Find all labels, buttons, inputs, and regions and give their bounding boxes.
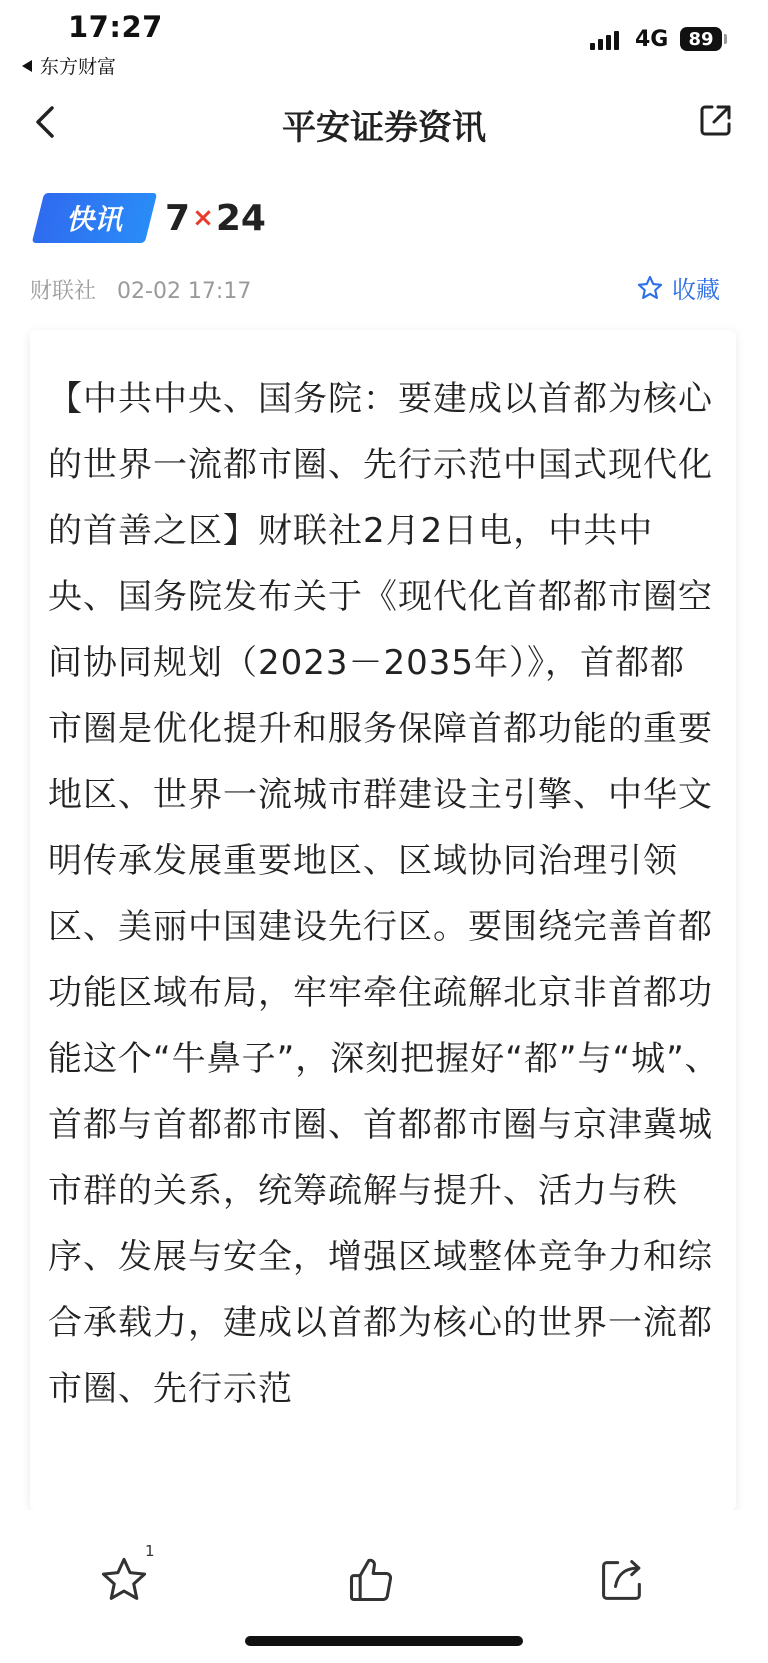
navigation-bar (0, 88, 768, 158)
flash-badge-label: 快讯 (66, 203, 123, 236)
flash-badge (32, 193, 157, 243)
thumbs-up-icon (345, 1554, 397, 1606)
like-button[interactable] (345, 1554, 397, 1610)
battery-cap-icon (724, 34, 727, 44)
battery-level: 89 (680, 27, 722, 51)
back-triangle-icon (22, 60, 32, 72)
article-body: 【中共中央、国务院：要建成以首都为核心的世界一流都市圈、先行示范中国式现代化的首善之区】财联社2月2日电，中共中央、国务院发布关于《现代化首都都市圈空间协同规划（2023－2035年）》，首都都市圈是优化提升和服务保障首都功能的重要地区、世界一流城市群建设主引擎、中华文明传承发展重要地区、区域协同治理引领区、美丽中国建设先行区。要围绕完善首都功能区域布局，牢牢牵住疏解北京非首都功能这个“牛鼻子”，深刻把握好“都”与“城”、首都与首都都市圈、首都都市圈与京津冀城市群的关系，统筹疏解与提升、活力与秩序、发展与安全，增强区域整体竞争力和综合承载力，建成以首都为核心的世界一流都市圈、先行示范 (48, 379, 720, 1409)
home-indicator (245, 1636, 523, 1646)
status-time: 17:27 (68, 10, 163, 44)
open-external-button[interactable] (696, 100, 736, 140)
share-button[interactable] (596, 1554, 648, 1610)
article-meta (30, 274, 251, 305)
flash-news-header (30, 192, 266, 244)
article-card (30, 330, 736, 1510)
flash-seven: 7 (165, 197, 191, 239)
flash-times: × (192, 203, 214, 233)
favorite-count: 1 (145, 1542, 155, 1560)
bottom-action-bar (0, 1510, 768, 1663)
favorite-label: 收藏 (672, 276, 720, 304)
back-to-app-link[interactable] (22, 52, 116, 79)
star-outline-icon (636, 274, 664, 302)
bottom-favorite-button[interactable] (98, 1554, 150, 1610)
favorite-button[interactable] (636, 270, 720, 305)
back-button[interactable] (28, 102, 68, 142)
star-icon (98, 1554, 150, 1606)
network-type: 4G (635, 27, 669, 52)
back-app-label: 东方财富 (40, 56, 117, 78)
share-icon (596, 1554, 648, 1606)
chevron-left-icon (28, 102, 68, 142)
external-link-icon (696, 100, 736, 140)
signal-strength-icon (590, 30, 619, 50)
article-source: 财联社 (30, 279, 97, 304)
page-title: 平安证券资讯 (282, 108, 486, 148)
article-datetime: 02-02 17:17 (117, 279, 252, 304)
status-bar (0, 0, 768, 80)
flash-twentyfour: 24 (215, 197, 266, 239)
